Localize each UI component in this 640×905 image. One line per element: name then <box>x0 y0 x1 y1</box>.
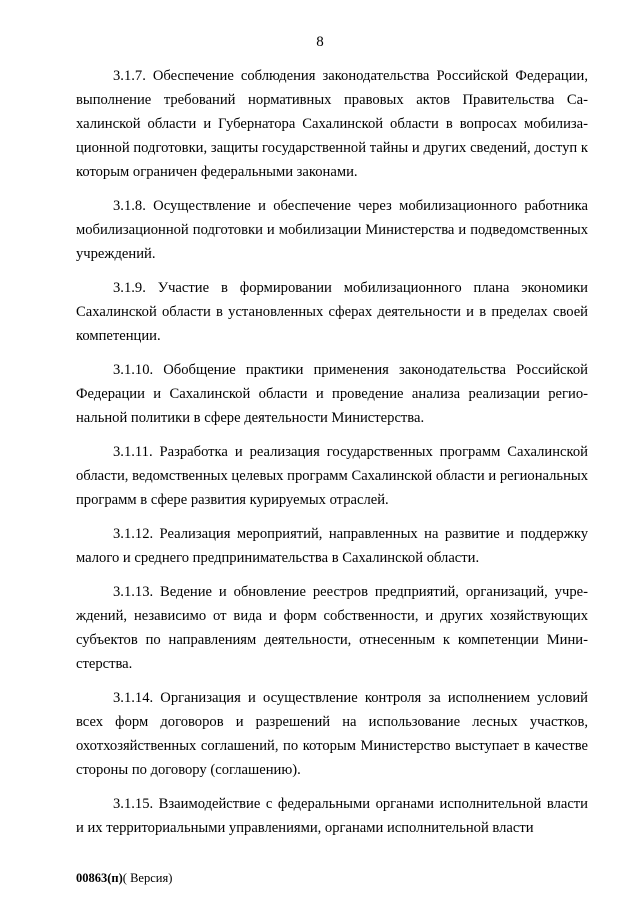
footer-version-label: ( Версия) <box>122 871 173 885</box>
paragraph-3-1-13: 3.1.13. Ведение и обновление реестров предприятий, организаций, учреждений, независимо от вида и форм собственности, и других хозяйствующих субъектов по направлениям деятельности, отнесенным к компетенции Министерства. <box>76 584 588 672</box>
paragraph-3-1-9: 3.1.9. Участие в формировании мобилизационного плана экономики Сахалинской области в установленных сферах деятельности и в пределах своей компетенции. <box>76 280 588 344</box>
paragraph-3-1-10: 3.1.10. Обобщение практики применения законодательства Российской Федерации и Сахалинской области и проведение анализа реализации региональной политики в сфере деятельности Министерства. <box>76 362 588 426</box>
paragraph-3-1-14: 3.1.14. Организация и осуществление контроля за исполнением условий всех форм договоров и разрешений на использование лесных участков, охотхозяйственных соглашений, по которым Министерство выступает в качестве стороны по договору (соглашению). <box>76 690 588 778</box>
paragraph-3-1-7: 3.1.7. Обеспечение соблюдения законодательства Российской Федерации, выполнение требований нормативных правовых актов Правительства Сахалинской области и Губернатора Сахалинской области в вопросах мобилизационной подготовки, защиты государственной тайны и других сведений, доступ к которым ограничен федеральными законами. <box>76 68 588 180</box>
paragraph-3-1-8: 3.1.8. Осуществление и обеспечение через мобилизационного работника мобилизационной подготовки и мобилизации Министерства и подведомственных учреждений. <box>76 198 588 262</box>
paragraph-3-1-12: 3.1.12. Реализация мероприятий, направленных на развитие и поддержку малого и среднего предпринимательства в Сахалинской области. <box>76 526 588 566</box>
document-body <box>76 64 588 850</box>
document-footer <box>76 870 172 886</box>
paragraph-3-1-11: 3.1.11. Разработка и реализация государственных программ Сахалинской области, ведомственных целевых программ Сахалинской области и региональных программ в сфере развития курируемых отраслей. <box>76 444 588 508</box>
paragraph-3-1-15: 3.1.15. Взаимодействие с федеральными органами исполнительной власти и их территориальными управлениями, органами исполнительной власти <box>76 796 588 836</box>
page-number: 8 <box>316 34 324 50</box>
footer-document-code: 00863(п) <box>76 871 123 885</box>
